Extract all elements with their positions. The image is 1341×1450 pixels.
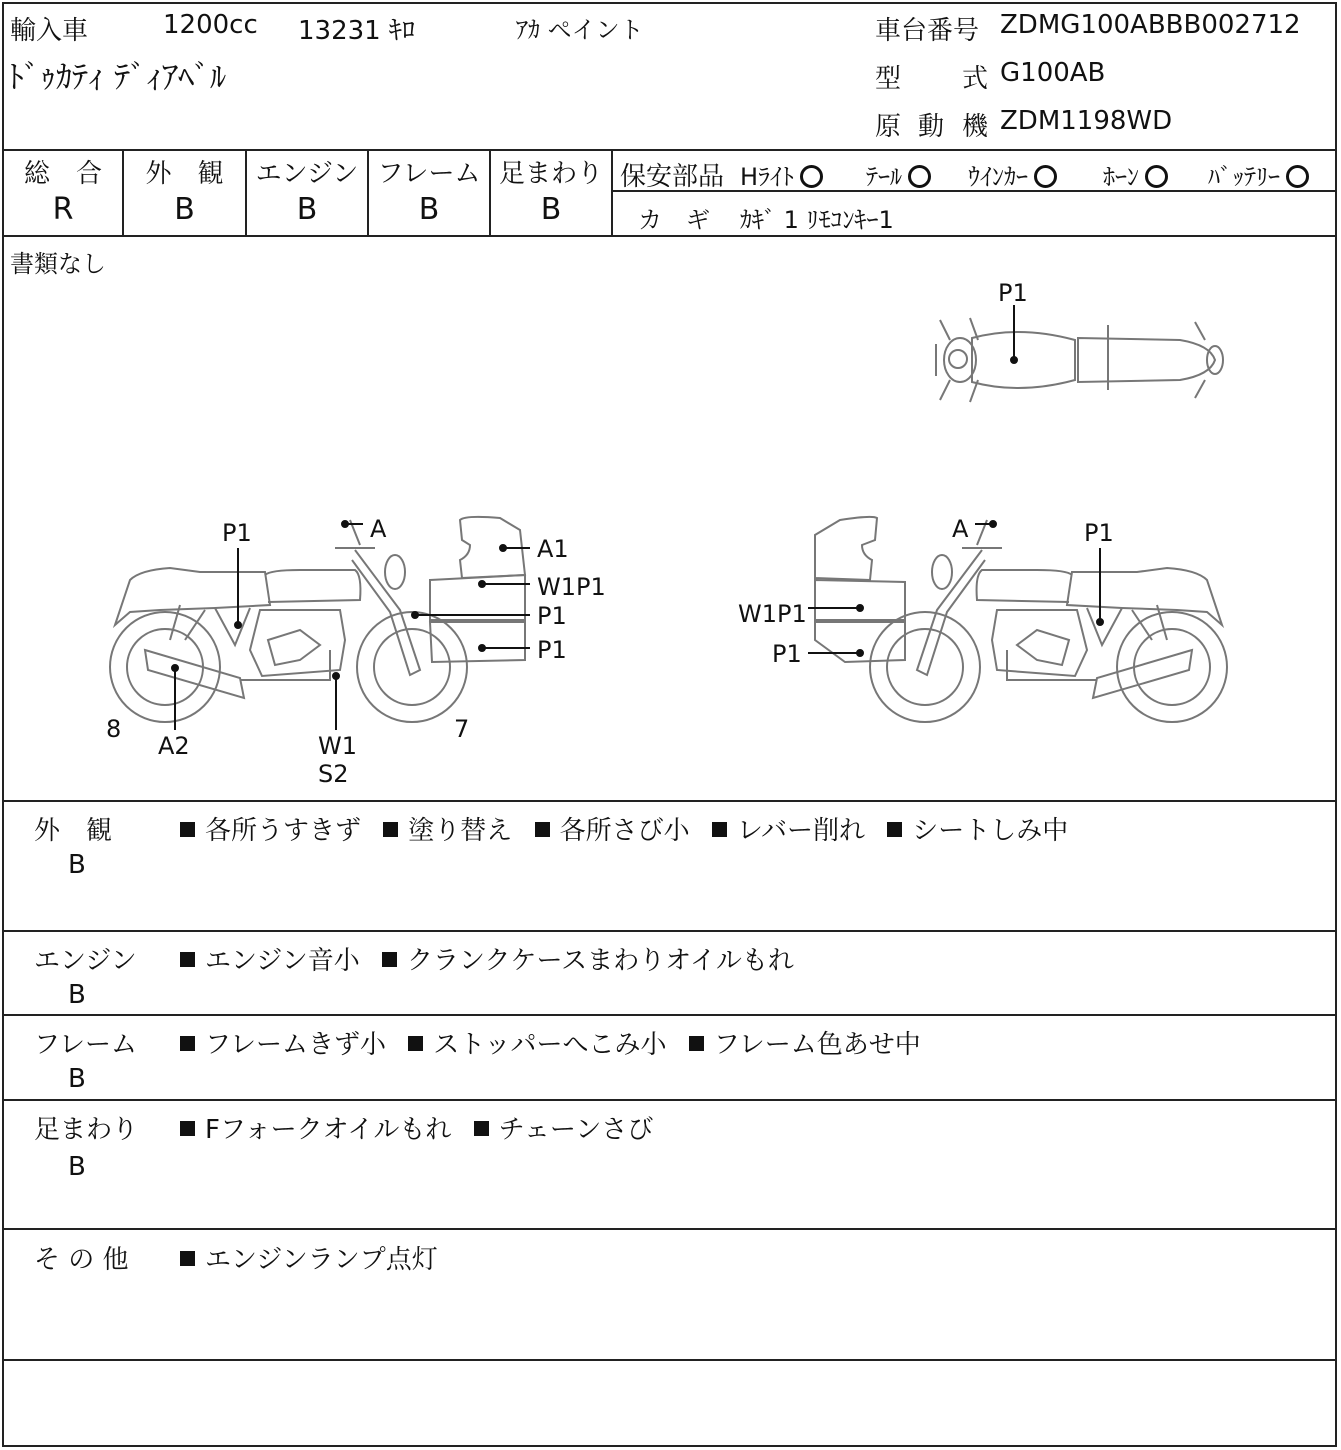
engine-label: 原 — [875, 112, 902, 142]
remark-item: フレームきず小 — [205, 1030, 386, 1060]
damage-diagram — [0, 238, 1341, 800]
remark-item: シートしみ中 — [912, 816, 1069, 846]
bullet-icon — [689, 1036, 704, 1051]
bullet-icon — [180, 1251, 195, 1266]
left-side-bike-icon — [110, 520, 467, 722]
grade-overall: R — [52, 192, 74, 227]
remark-item: エンジン音小 — [205, 946, 360, 976]
remark-item: フレーム色あせ中 — [713, 1030, 921, 1060]
ok-circle-icon — [800, 165, 823, 188]
ok-circle-icon — [1145, 165, 1168, 188]
remark-category-exterior: 外 観 — [34, 816, 113, 846]
bullet-icon — [712, 822, 727, 837]
color: ｱｶ ペイント — [516, 16, 644, 44]
frame-no: ZDMG100ABBB002712 — [1000, 10, 1301, 40]
bullet-icon — [382, 952, 397, 967]
frame-no-label: 車台番号 — [875, 16, 980, 46]
top-view-bike-icon — [936, 318, 1223, 402]
label-left-p1: P1 — [222, 519, 252, 547]
right-side-bags-icon — [815, 517, 905, 662]
remark-items-exterior — [180, 810, 1068, 847]
type-value: G100AB — [1000, 58, 1106, 88]
safety-item-headlight — [740, 157, 831, 192]
label-left-a2: A2 — [158, 732, 190, 760]
bullet-icon — [383, 822, 398, 837]
key-value: ｶｷﾞ 1 ﾘﾓｺﾝｷｰ1 — [740, 206, 894, 234]
label-left-w1p1: W1P1 — [537, 573, 606, 601]
type-label-2: 式 — [962, 64, 989, 94]
grade-header-frame: フレーム — [377, 159, 481, 189]
label-left-a: A — [370, 515, 387, 543]
bullet-icon — [887, 822, 902, 837]
grade-engine: B — [296, 192, 318, 227]
remark-category-other: そ の 他 — [34, 1245, 129, 1275]
label-left-p1b: P1 — [537, 602, 567, 630]
safety-item-tail — [866, 157, 939, 192]
label-left-s2: S2 — [318, 760, 349, 788]
label-right-a: A — [952, 515, 969, 543]
grade-frame: B — [418, 192, 440, 227]
documents-note: 書類なし — [10, 250, 106, 278]
bullet-icon — [535, 822, 550, 837]
safety-item-label: ﾎｰﾝ — [1103, 163, 1139, 191]
bullet-icon — [180, 822, 195, 837]
divider — [2, 1359, 1337, 1361]
remark-item: ストッパーへこみ小 — [433, 1030, 667, 1060]
safety-item-label: Hﾗｲﾄ — [740, 163, 795, 191]
safety-item-winker — [968, 157, 1065, 192]
divider — [611, 149, 613, 237]
displacement: 1200cc — [163, 10, 258, 40]
grade-header-engine: エンジン — [255, 159, 359, 189]
import-label: 輸入車 — [10, 16, 89, 46]
remark-grade-engine: B — [68, 980, 86, 1010]
divider — [2, 930, 1337, 932]
remark-category-suspension: 足まわり — [34, 1115, 139, 1145]
remark-category-engine: エンジン — [34, 946, 137, 976]
remark-item: クランクケースまわりオイルもれ — [406, 946, 794, 976]
divider — [2, 1099, 1337, 1101]
divider — [2, 235, 1337, 237]
bullet-icon — [180, 952, 195, 967]
ok-circle-icon — [1034, 165, 1057, 188]
remark-item: 各所さび小 — [559, 816, 690, 846]
engine-label-3: 機 — [962, 112, 989, 142]
remark-item: 塗り替え — [408, 816, 513, 846]
divider — [2, 800, 1337, 802]
label-top-p1: P1 — [998, 279, 1028, 307]
engine-label-2: 動 — [918, 112, 945, 142]
remark-grade-exterior: B — [68, 850, 86, 880]
ok-circle-icon — [1286, 165, 1309, 188]
grade-suspension: B — [540, 192, 562, 227]
label-left-w1: W1 — [318, 732, 357, 760]
label-right-p1b: P1 — [772, 640, 802, 668]
label-right-w1p1: W1P1 — [738, 600, 807, 628]
remark-item: 各所うすきず — [205, 816, 362, 846]
bullet-icon — [474, 1121, 489, 1136]
label-left-p1c: P1 — [537, 636, 567, 664]
safety-item-label: ﾃｰﾙ — [866, 163, 902, 191]
grade-header-overall: 総 合 — [23, 159, 102, 189]
remark-items-engine — [180, 940, 794, 977]
model-name: ﾄﾞｩｶﾃｨ ﾃﾞｨｱﾍﾞﾙ — [8, 58, 227, 96]
label-right-p1: P1 — [1084, 519, 1114, 547]
engine-value: ZDM1198WD — [1000, 106, 1173, 136]
remark-item: レバー削れ — [736, 816, 866, 846]
divider — [2, 1014, 1337, 1016]
mileage: 13231 ｷﾛ — [298, 16, 415, 46]
left-side-bags-icon — [430, 517, 525, 662]
label-left-8: 8 — [106, 715, 122, 743]
bullet-icon — [180, 1036, 195, 1051]
divider — [2, 149, 1337, 151]
remark-items-other — [180, 1239, 438, 1276]
remark-items-suspension — [180, 1109, 653, 1146]
grade-header-suspension: 足まわり — [498, 159, 603, 189]
type-label: 型 — [875, 64, 902, 94]
grade-header-exterior: 外 観 — [145, 159, 224, 189]
remark-item: チェーンさび — [498, 1115, 654, 1145]
label-left-a1: A1 — [537, 535, 569, 563]
remark-items-frame — [180, 1024, 921, 1061]
bullet-icon — [180, 1121, 195, 1136]
remark-grade-suspension: B — [68, 1152, 86, 1182]
remark-item: エンジンランプ点灯 — [205, 1245, 438, 1275]
grade-exterior: B — [174, 192, 195, 227]
safety-item-horn — [1103, 157, 1176, 192]
bullet-icon — [408, 1036, 423, 1051]
safety-item-label: ｳｲﾝｶｰ — [968, 163, 1028, 191]
remark-grade-frame: B — [68, 1064, 86, 1094]
right-side-bike-icon — [870, 520, 1227, 722]
key-label: カ ギ — [638, 206, 710, 234]
divider — [2, 1228, 1337, 1230]
safety-item-label: ﾊﾞｯﾃﾘｰ — [1208, 163, 1280, 191]
safety-label: 保安部品 — [620, 162, 725, 192]
label-left-7: 7 — [454, 715, 470, 743]
remark-item: Fフォークオイルもれ — [205, 1115, 452, 1145]
ok-circle-icon — [908, 165, 931, 188]
remark-category-frame: フレーム — [34, 1030, 137, 1060]
safety-item-battery — [1208, 157, 1317, 192]
